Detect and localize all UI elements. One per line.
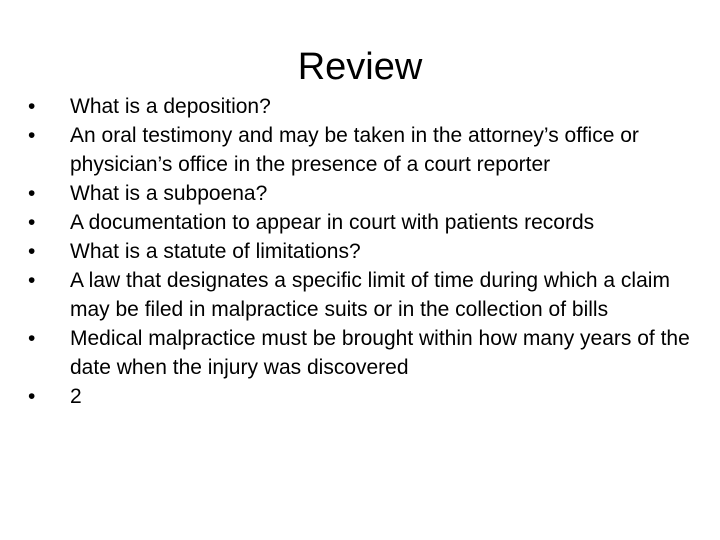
bullet-icon: • [28, 211, 36, 234]
bullet-list [28, 92, 696, 411]
bullet-icon: • [28, 385, 36, 408]
bullet-item [28, 324, 696, 382]
bullet-text: Medical malpractice must be brought within how many years of the date when the injury was discovered [70, 327, 690, 379]
bullet-item [28, 92, 696, 121]
bullet-icon: • [28, 182, 36, 205]
slide-title: Review [297, 46, 423, 88]
bullet-item [28, 237, 696, 266]
bullet-text: A documentation to appear in court with patients records [70, 211, 595, 234]
bullet-text: An oral testimony and may be taken in the attorney’s office or physician’s office in the presence of a court reporter [70, 124, 639, 176]
bullet-text: What is a deposition? [70, 95, 271, 118]
bullet-text: What is a statute of limitations? [70, 240, 361, 263]
bullet-item [28, 382, 696, 411]
bullet-text: 2 [70, 385, 82, 408]
bullet-item [28, 266, 696, 324]
bullet-item [28, 179, 696, 208]
bullet-text: A law that designates a specific limit of time during which a claim may be filed in malpractice suits or in the collection of bills [70, 269, 670, 321]
bullet-item [28, 121, 696, 179]
bullet-icon: • [28, 269, 36, 292]
bullet-text: What is a subpoena? [70, 182, 268, 205]
bullet-icon: • [28, 240, 36, 263]
bullet-icon: • [28, 124, 36, 147]
bullet-item [28, 208, 696, 237]
bullet-icon: • [28, 327, 36, 350]
bullet-icon: • [28, 95, 36, 118]
